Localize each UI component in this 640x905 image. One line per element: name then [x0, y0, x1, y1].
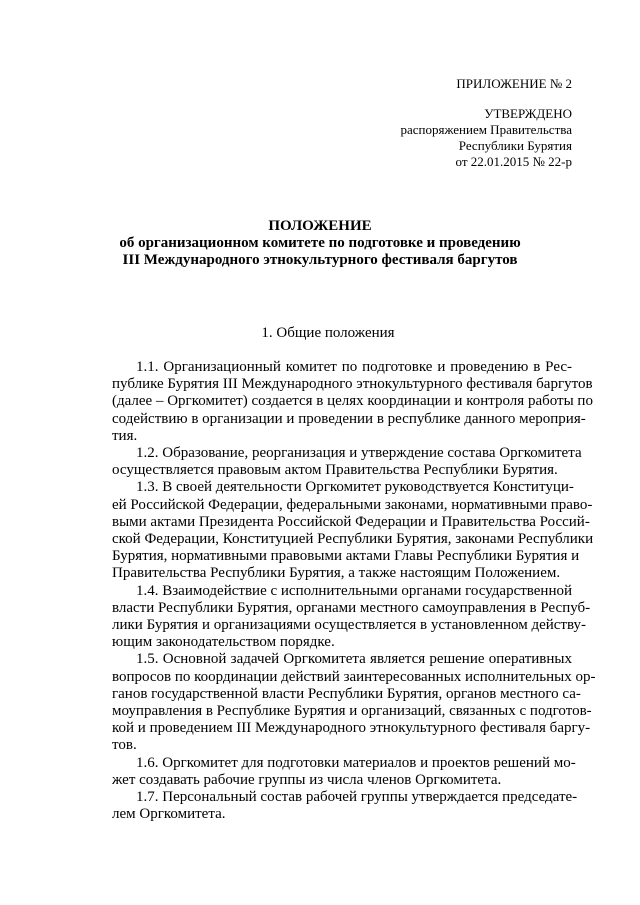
text-line: вопросов по координации действий заинтересованных исполнительных ор-	[112, 668, 596, 685]
text-line: осуществляется правовым актом Правительства Республики Бурятия.	[112, 462, 558, 479]
text-line: 1.4. Взаимодействие с исполнительными органами государственной	[136, 582, 573, 599]
paragraph-1-6	[112, 754, 576, 789]
text-line: лем Оргкомитета.	[112, 806, 226, 823]
approval-authority-line: распоряжением Правительства	[400, 122, 572, 137]
paragraph-1-2	[112, 445, 582, 479]
text-line: содействию в организации и проведении в республике данного мероприя-	[112, 410, 586, 427]
text-line: 1.1. Организационный комитет по подготовке и проведению в Рес-	[136, 359, 572, 375]
approval-region-line: Республики Бурятия	[458, 138, 572, 153]
text-line: (далее – Оргкомитет) создается в целях координации и контроля работы по	[112, 393, 593, 410]
title-line: об организационном комитете по подготовке и проведению	[119, 235, 521, 251]
text-line: моуправления в Республике Бурятия и организаций, связанных с подготов-	[112, 703, 592, 720]
paragraph-1-3	[112, 479, 594, 582]
text-line: ющим законодательством порядке.	[112, 634, 335, 651]
text-line: Правительства Республики Бурятия, а также настоящим Положением.	[112, 565, 561, 582]
text-line: кой и проведением III Международного этнокультурного фестиваля баргу-	[112, 720, 591, 737]
approval-header	[400, 76, 572, 170]
text-line: власти Республики Бурятия, органами местного самоуправления в Респуб-	[112, 599, 591, 616]
text-line: ей Российской Федерации, федеральными законами, нормативными право-	[112, 496, 593, 513]
text-line: ской Федерации, Конституцией Республики Бурятия, законами Республики	[112, 531, 594, 548]
text-line: Бурятия, нормативными правовыми актами Главы Республики Бурятия и	[112, 548, 580, 565]
text-line: 1.5. Основной задачей Оргкомитета является решение оперативных	[136, 651, 572, 668]
text-line: тов.	[112, 737, 137, 754]
appendix-number: ПРИЛОЖЕНИЕ № 2	[456, 76, 572, 91]
approval-stamp-line: УТВЕРЖДЕНО	[484, 106, 572, 121]
title-line: ПОЛОЖЕНИЕ	[268, 218, 372, 234]
approval-date-line: от 22.01.2015 № 22-р	[455, 154, 572, 169]
paragraph-1-1	[112, 359, 593, 445]
text-line: 1.6. Оргкомитет для подготовки материалов и проектов решений мо-	[136, 754, 576, 771]
text-line: 1.2. Образование, реорганизация и утверждение состава Оргкомитета	[136, 445, 582, 462]
text-line: ганов государственной власти Республики Бурятия, органов местного са-	[112, 685, 581, 702]
document-title	[0, 218, 640, 269]
text-line: публике Бурятия III Международного этнокультурного фестиваля баргутов	[112, 376, 593, 393]
text-line: жет создавать рабочие группы из числа членов Оргкомитета.	[112, 771, 502, 788]
paragraph-1-7	[112, 789, 578, 823]
paragraph-1-4	[112, 582, 591, 652]
text-line: тия.	[112, 427, 138, 444]
text-line: 1.3. В своей деятельности Оргкомитет руководствуется Конституци-	[136, 479, 574, 496]
section-heading: 1. Общие положения	[261, 325, 395, 341]
paragraph-1-5	[112, 651, 596, 754]
title-line: III Международного этнокультурного фестиваля баргутов	[122, 252, 518, 268]
text-line: выми актами Президента Российской Федерации и Правительства Россий-	[112, 513, 590, 530]
text-line: лики Бурятия и организациями осуществляется в установленном действу-	[112, 617, 587, 634]
section-body	[112, 359, 596, 823]
text-line: 1.7. Персональный состав рабочей группы утверждается председате-	[136, 789, 578, 806]
